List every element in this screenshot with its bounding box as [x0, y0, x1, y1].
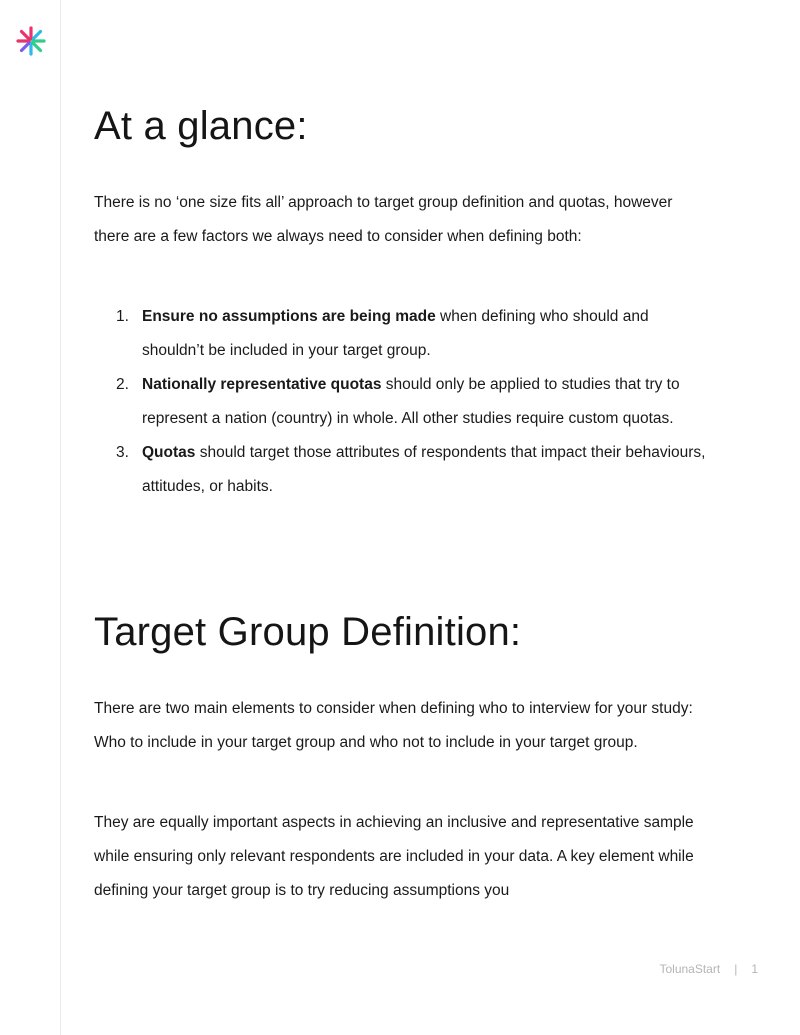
glance-intro-paragraph: There is no ‘one size fits all’ approach to target group definition and quotas, however there are a few factors we always need to consider when defining both: [94, 194, 673, 245]
footer-brand: TolunaStart [659, 962, 721, 976]
list-item [94, 436, 714, 504]
list-item [94, 300, 714, 368]
target-paragraph-1: There are two main elements to consider when defining who to interview for your study: Who to include in your target group and who not to include in your target group. [94, 700, 693, 751]
list-item-bold-lead: Nationally representative quotas [142, 376, 382, 393]
page-number: 1 [751, 962, 758, 976]
factors-list [94, 300, 714, 504]
list-item-text: should only be applied to studies that try to represent a nation (country) in whole. All other studies require custom quotas. [142, 376, 680, 427]
section-heading-target-group-definition: Target Group Definition: [94, 610, 522, 654]
list-item-text: should target those attributes of respondents that impact their behaviours, attitudes, or habits. [142, 444, 706, 495]
list-item-bold-lead: Quotas [142, 444, 196, 461]
list-item-number: 2. [116, 376, 129, 393]
list-item-number: 1. [116, 308, 129, 325]
footer-separator: | [734, 962, 738, 976]
list-item-text: when defining who should and shouldn’t be included in your target group. [142, 308, 649, 359]
asterisk-logo-icon [15, 25, 47, 57]
page-footer [659, 962, 758, 976]
list-item-bold-lead: Ensure no assumptions are being made [142, 308, 436, 325]
section-heading-at-a-glance: At a glance: [94, 104, 308, 148]
list-item [94, 368, 714, 436]
target-paragraph-2: They are equally important aspects in achieving an inclusive and representative sample while ensuring only relevant respondents are included in your data. A key element while defining your target group is to try reducing assumptions you [94, 814, 694, 899]
list-item-number: 3. [116, 444, 129, 461]
page-margin-rule [60, 0, 61, 1035]
